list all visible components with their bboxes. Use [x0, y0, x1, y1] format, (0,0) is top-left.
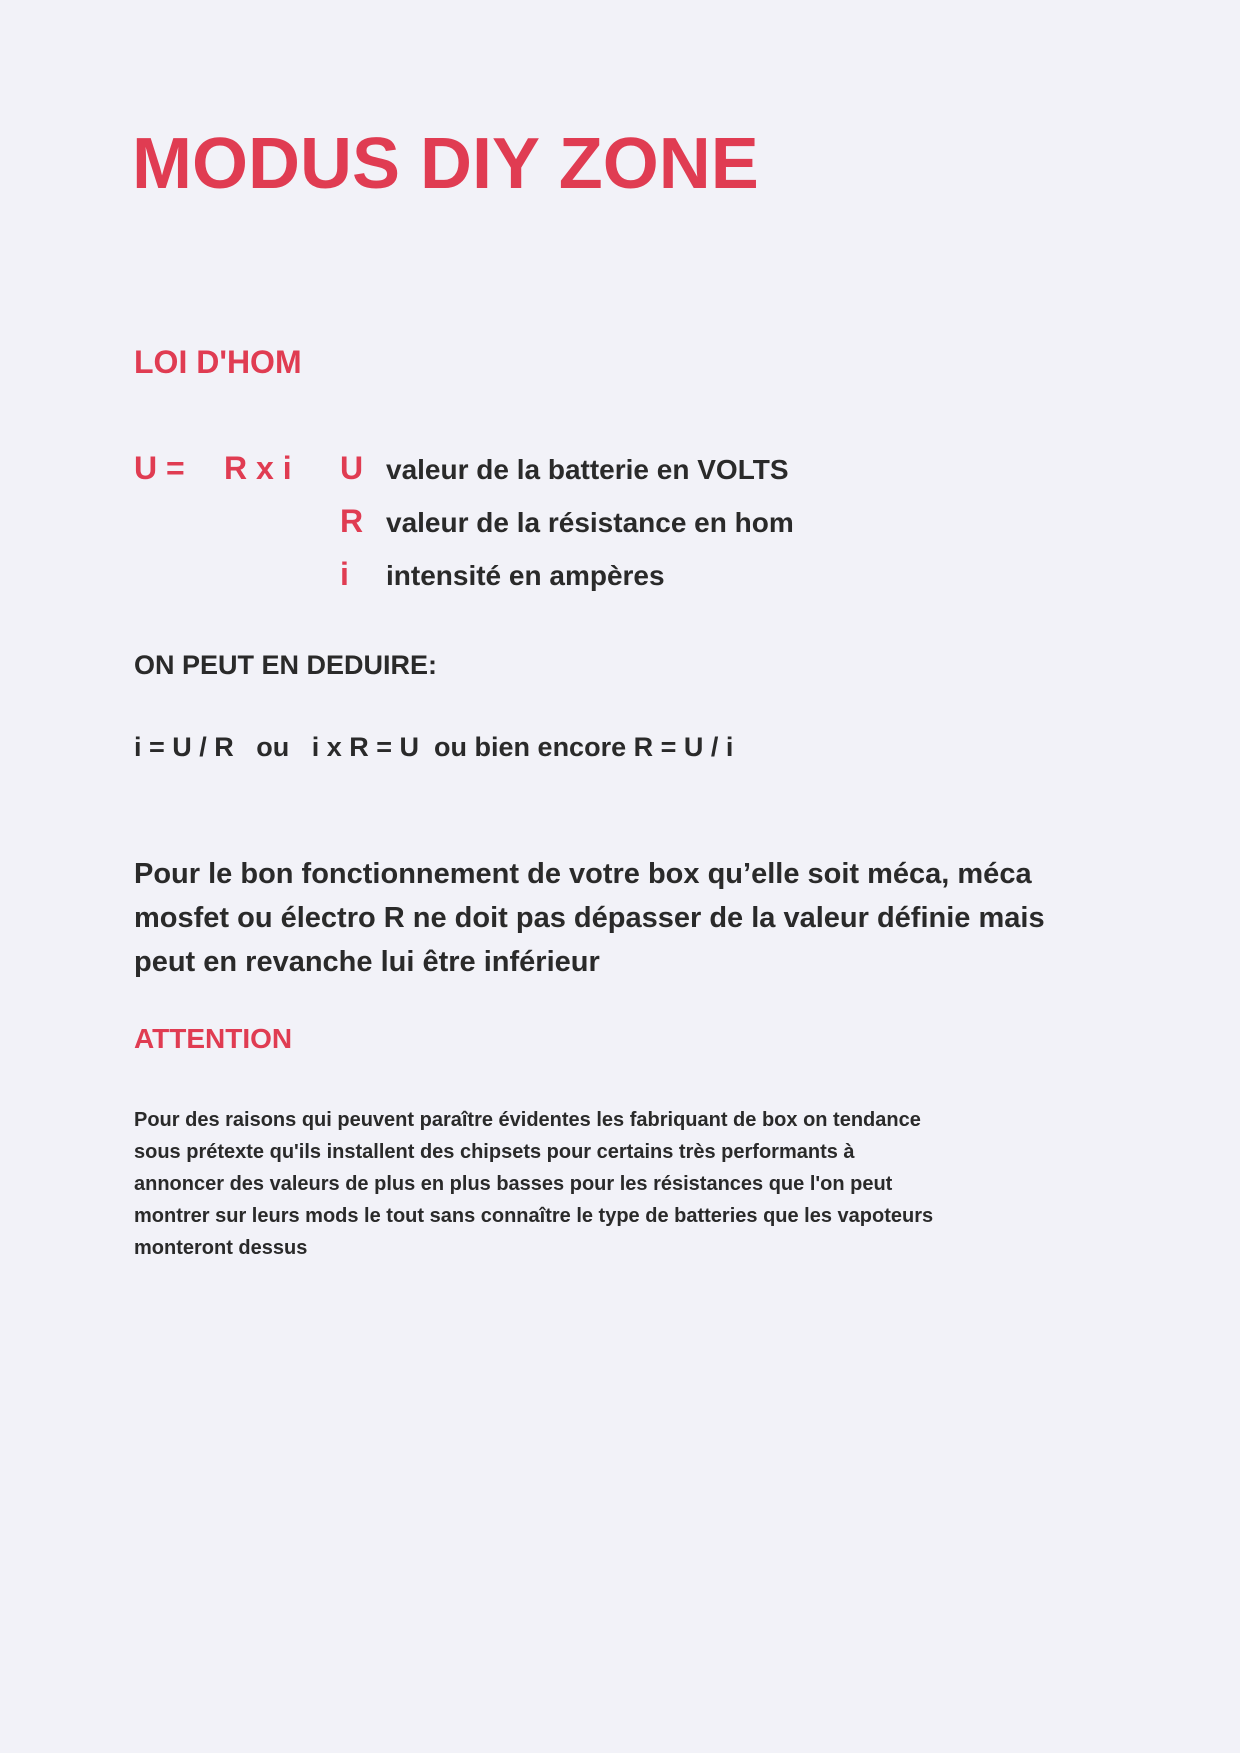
- definition-symbol: i: [340, 556, 349, 592]
- paragraph-line: mosfet ou électro R ne doit pas dépasser de la valeur définie mais: [134, 902, 1045, 934]
- definition-symbol: R: [340, 503, 364, 539]
- formula-rhs: R x i: [224, 450, 292, 486]
- definition-symbol: U: [340, 450, 364, 486]
- ohm-formula: [134, 452, 292, 484]
- paragraph-line: montrer sur leurs mods le tout sans connaître le type de batteries que les vapoteurs: [134, 1205, 934, 1227]
- definition-i: [340, 558, 665, 590]
- paragraph-line: peut en revanche lui être inférieur: [134, 946, 600, 978]
- paragraph-resistance-note: [134, 852, 1134, 984]
- definition-text: valeur de la batterie en VOLTS: [386, 454, 789, 485]
- attention-heading: ATTENTION: [134, 1023, 293, 1054]
- paragraph-attention: [134, 1104, 1134, 1264]
- paragraph-line: annoncer des valeurs de plus en plus basses pour les résistances que l'on peut: [134, 1173, 893, 1195]
- definition-r: [340, 505, 794, 537]
- section-heading-ohm-law: LOI D'HOM: [134, 344, 302, 380]
- document-title: MODUS DIY ZONE: [132, 124, 759, 204]
- paragraph-line: Pour le bon fonctionnement de votre box qu’elle soit méca, méca: [134, 858, 1032, 890]
- definition-text: valeur de la résistance en hom: [386, 507, 794, 538]
- paragraph-line: monteront dessus: [134, 1237, 308, 1259]
- paragraph-line: Pour des raisons qui peuvent paraître évidentes les fabriquant de box on tendance: [134, 1109, 921, 1131]
- paragraph-line: sous prétexte qu'ils installent des chipsets pour certains très performants à: [134, 1141, 855, 1163]
- definition-text: intensité en ampères: [386, 560, 665, 591]
- deduce-heading: ON PEUT EN DEDUIRE:: [134, 650, 438, 680]
- derived-equations: i = U / R ou i x R = U ou bien encore R = U / i: [134, 732, 734, 762]
- formula-lhs: U =: [134, 450, 185, 486]
- definition-u: [340, 452, 789, 484]
